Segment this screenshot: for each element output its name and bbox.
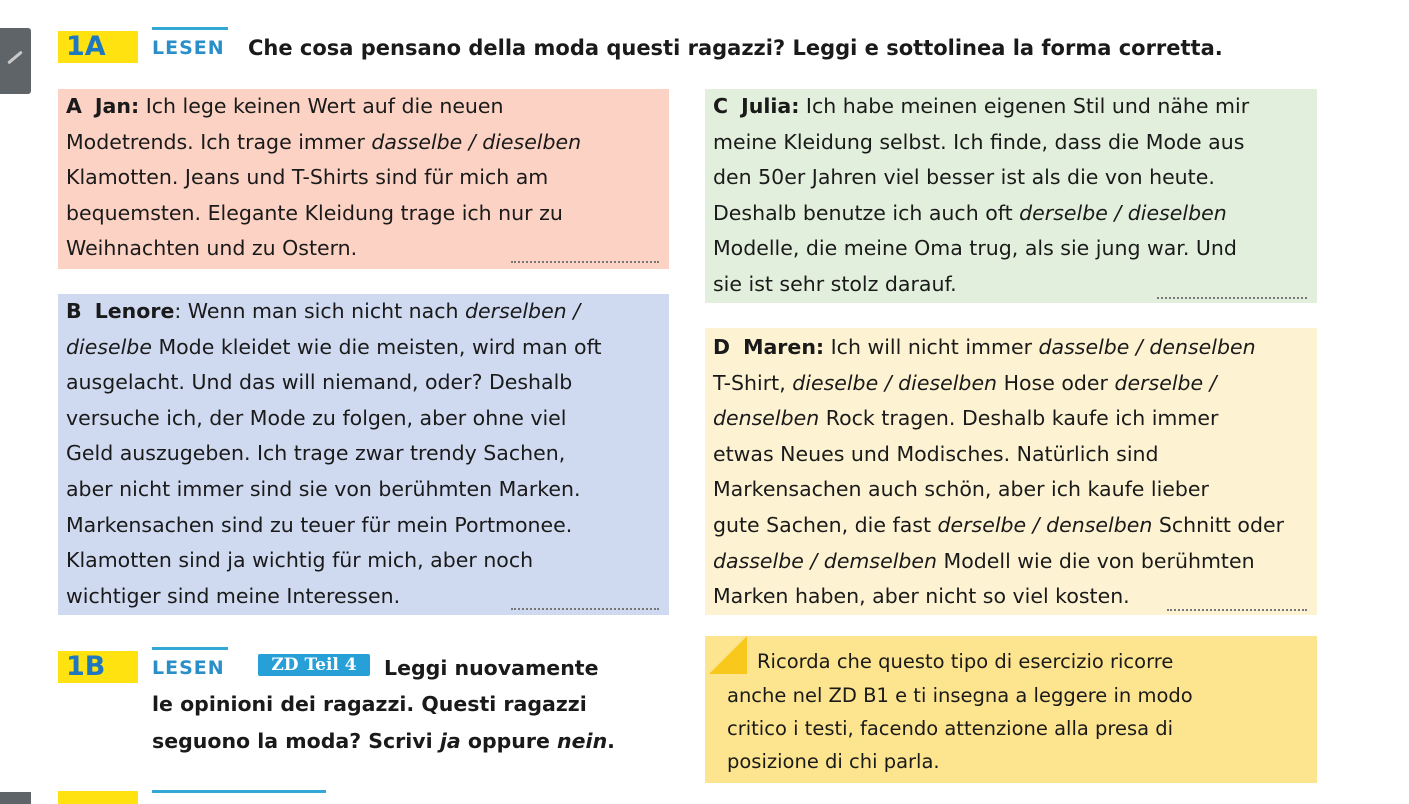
hint-box bbox=[705, 636, 1317, 783]
box-a-line-1: A Jan: Ich lege keinen Wert auf die neuen bbox=[66, 94, 504, 118]
box-b-line-6: aber nicht immer sind sie von berühmten Marken. bbox=[66, 476, 581, 501]
choice-b1-cont[interactable]: dieselbe bbox=[66, 334, 152, 359]
box-d-line-1: D Maren: Ich will nicht immer dasselbe / denselben bbox=[713, 335, 1256, 359]
skill-line-1b bbox=[152, 647, 228, 650]
box-d-line-2: T-Shirt, dieselbe / dieselben Hose oder derselbe / bbox=[713, 370, 1217, 395]
choice-b1[interactable]: derselben / bbox=[465, 299, 581, 323]
exercise-1b-number: 1B bbox=[58, 651, 138, 683]
hint-corner-icon bbox=[709, 636, 747, 674]
choice-d1[interactable]: dasselbe / denselben bbox=[1038, 335, 1256, 359]
hint-line-3: critico i testi, facendo attenzione alla presa di bbox=[727, 717, 1174, 740]
text-box-a bbox=[58, 89, 669, 269]
exercise-1b-line-1: Leggi nuovamente bbox=[384, 656, 599, 680]
box-d-line-7: dasselbe / demselben Modell wie die von berühmten bbox=[713, 548, 1255, 573]
choice-d4[interactable]: derselbe / denselben bbox=[937, 512, 1153, 537]
box-b-line-2: dieselbe Mode kleidet wie die meisten, wird man oft bbox=[66, 334, 602, 359]
choice-a1[interactable]: dasselbe / dieselben bbox=[371, 129, 582, 154]
zd-teil-badge: ZD Teil 4 bbox=[258, 654, 370, 676]
box-c-line-3: den 50er Jahren viel besser ist als die von heute. bbox=[713, 165, 1215, 190]
choice-d3-cont[interactable]: denselben bbox=[713, 406, 820, 431]
box-b-line-8: Klamotten sind ja wichtig für mich, aber noch bbox=[66, 548, 534, 573]
box-b-line-3: ausgelacht. Und das will niemand, oder? Deshalb bbox=[66, 370, 573, 395]
skill-line-1a bbox=[152, 27, 228, 30]
exercise-2-number-partial bbox=[58, 791, 138, 804]
exercise-1a-instruction: Che cosa pensano della moda questi ragazzi? Leggi e sottolinea la forma corretta. bbox=[248, 36, 1223, 60]
pencil-icon bbox=[7, 51, 23, 65]
box-d-line-5: Markensachen auch schön, aber ich kaufe lieber bbox=[713, 477, 1209, 502]
answer-blank-c[interactable] bbox=[1157, 297, 1307, 299]
box-d-line-6: gute Sachen, die fast derselbe / denselben Schnitt oder bbox=[713, 512, 1285, 537]
exercise-1b-line-2: le opinioni dei ragazzi. Questi ragazzi bbox=[152, 692, 587, 716]
text-box-c bbox=[705, 89, 1317, 303]
box-a-line-5: Weihnachten und zu Ostern. bbox=[66, 236, 358, 261]
hint-line-2: anche nel ZD B1 e ti insegna a leggere in modo bbox=[727, 684, 1193, 707]
box-b-line-9: wichtiger sind meine Interessen. bbox=[66, 583, 401, 608]
skill-label-1a: LESEN bbox=[152, 37, 225, 59]
box-c-line-6: sie ist sehr stolz darauf. bbox=[713, 271, 957, 296]
hint-line-1: Ricorda che questo tipo di esercizio ricorre bbox=[757, 650, 1174, 673]
box-c-line-2: meine Kleidung selbst. Ich finde, dass die Mode aus bbox=[713, 129, 1245, 154]
box-c-line-5: Modelle, die meine Oma trug, als sie jung war. Und bbox=[713, 236, 1237, 261]
box-a-line-3: Klamotten. Jeans und T-Shirts sind für mich am bbox=[66, 165, 549, 190]
box-b-line-5: Geld auszugeben. Ich trage zwar trendy Sachen, bbox=[66, 441, 566, 466]
hint-line-4: posizione di chi parla. bbox=[727, 750, 940, 773]
page-side-tab[interactable] bbox=[0, 28, 31, 94]
exercise-1a-number: 1A bbox=[58, 31, 138, 63]
choice-c1[interactable]: derselbe / dieselben bbox=[1019, 200, 1227, 225]
skill-label-1b: LESEN bbox=[152, 657, 225, 679]
box-c-line-4: Deshalb benutze ich auch oft derselbe / dieselben bbox=[713, 200, 1227, 225]
text-box-b bbox=[58, 294, 669, 615]
answer-blank-a[interactable] bbox=[511, 261, 659, 263]
page-side-tab-bottom bbox=[0, 792, 31, 804]
box-b-line-1: B Lenore: Wenn man sich nicht nach derselben / bbox=[66, 299, 581, 323]
answer-blank-b[interactable] bbox=[511, 608, 659, 610]
choice-d3[interactable]: derselbe / bbox=[1114, 370, 1217, 395]
box-d-line-3: denselben Rock tragen. Deshalb kaufe ich immer bbox=[713, 406, 1219, 431]
box-b-line-4: versuche ich, der Mode zu folgen, aber ohne viel bbox=[66, 405, 567, 430]
choice-d5[interactable]: dasselbe / demselben bbox=[713, 548, 938, 573]
box-a-line-2: Modetrends. Ich trage immer dasselbe / dieselben bbox=[66, 129, 582, 154]
answer-blank-d[interactable] bbox=[1167, 609, 1307, 611]
choice-d2[interactable]: dieselbe / dieselben bbox=[792, 370, 998, 395]
box-a-line-4: bequemsten. Elegante Kleidung trage ich nur zu bbox=[66, 200, 563, 225]
text-box-d bbox=[705, 328, 1317, 615]
box-d-line-4: etwas Neues und Modisches. Natürlich sind bbox=[713, 441, 1159, 466]
box-c-line-1: C Julia: Ich habe meinen eigenen Stil und nähe mir bbox=[713, 94, 1250, 118]
box-b-line-7: Markensachen sind zu teuer für mein Portmonee. bbox=[66, 512, 573, 537]
skill-line-2 bbox=[152, 790, 326, 793]
exercise-1b-line-3: seguono la moda? Scrivi ja oppure nein. bbox=[152, 729, 615, 753]
box-d-line-8: Marken haben, aber nicht so viel kosten. bbox=[713, 584, 1130, 609]
